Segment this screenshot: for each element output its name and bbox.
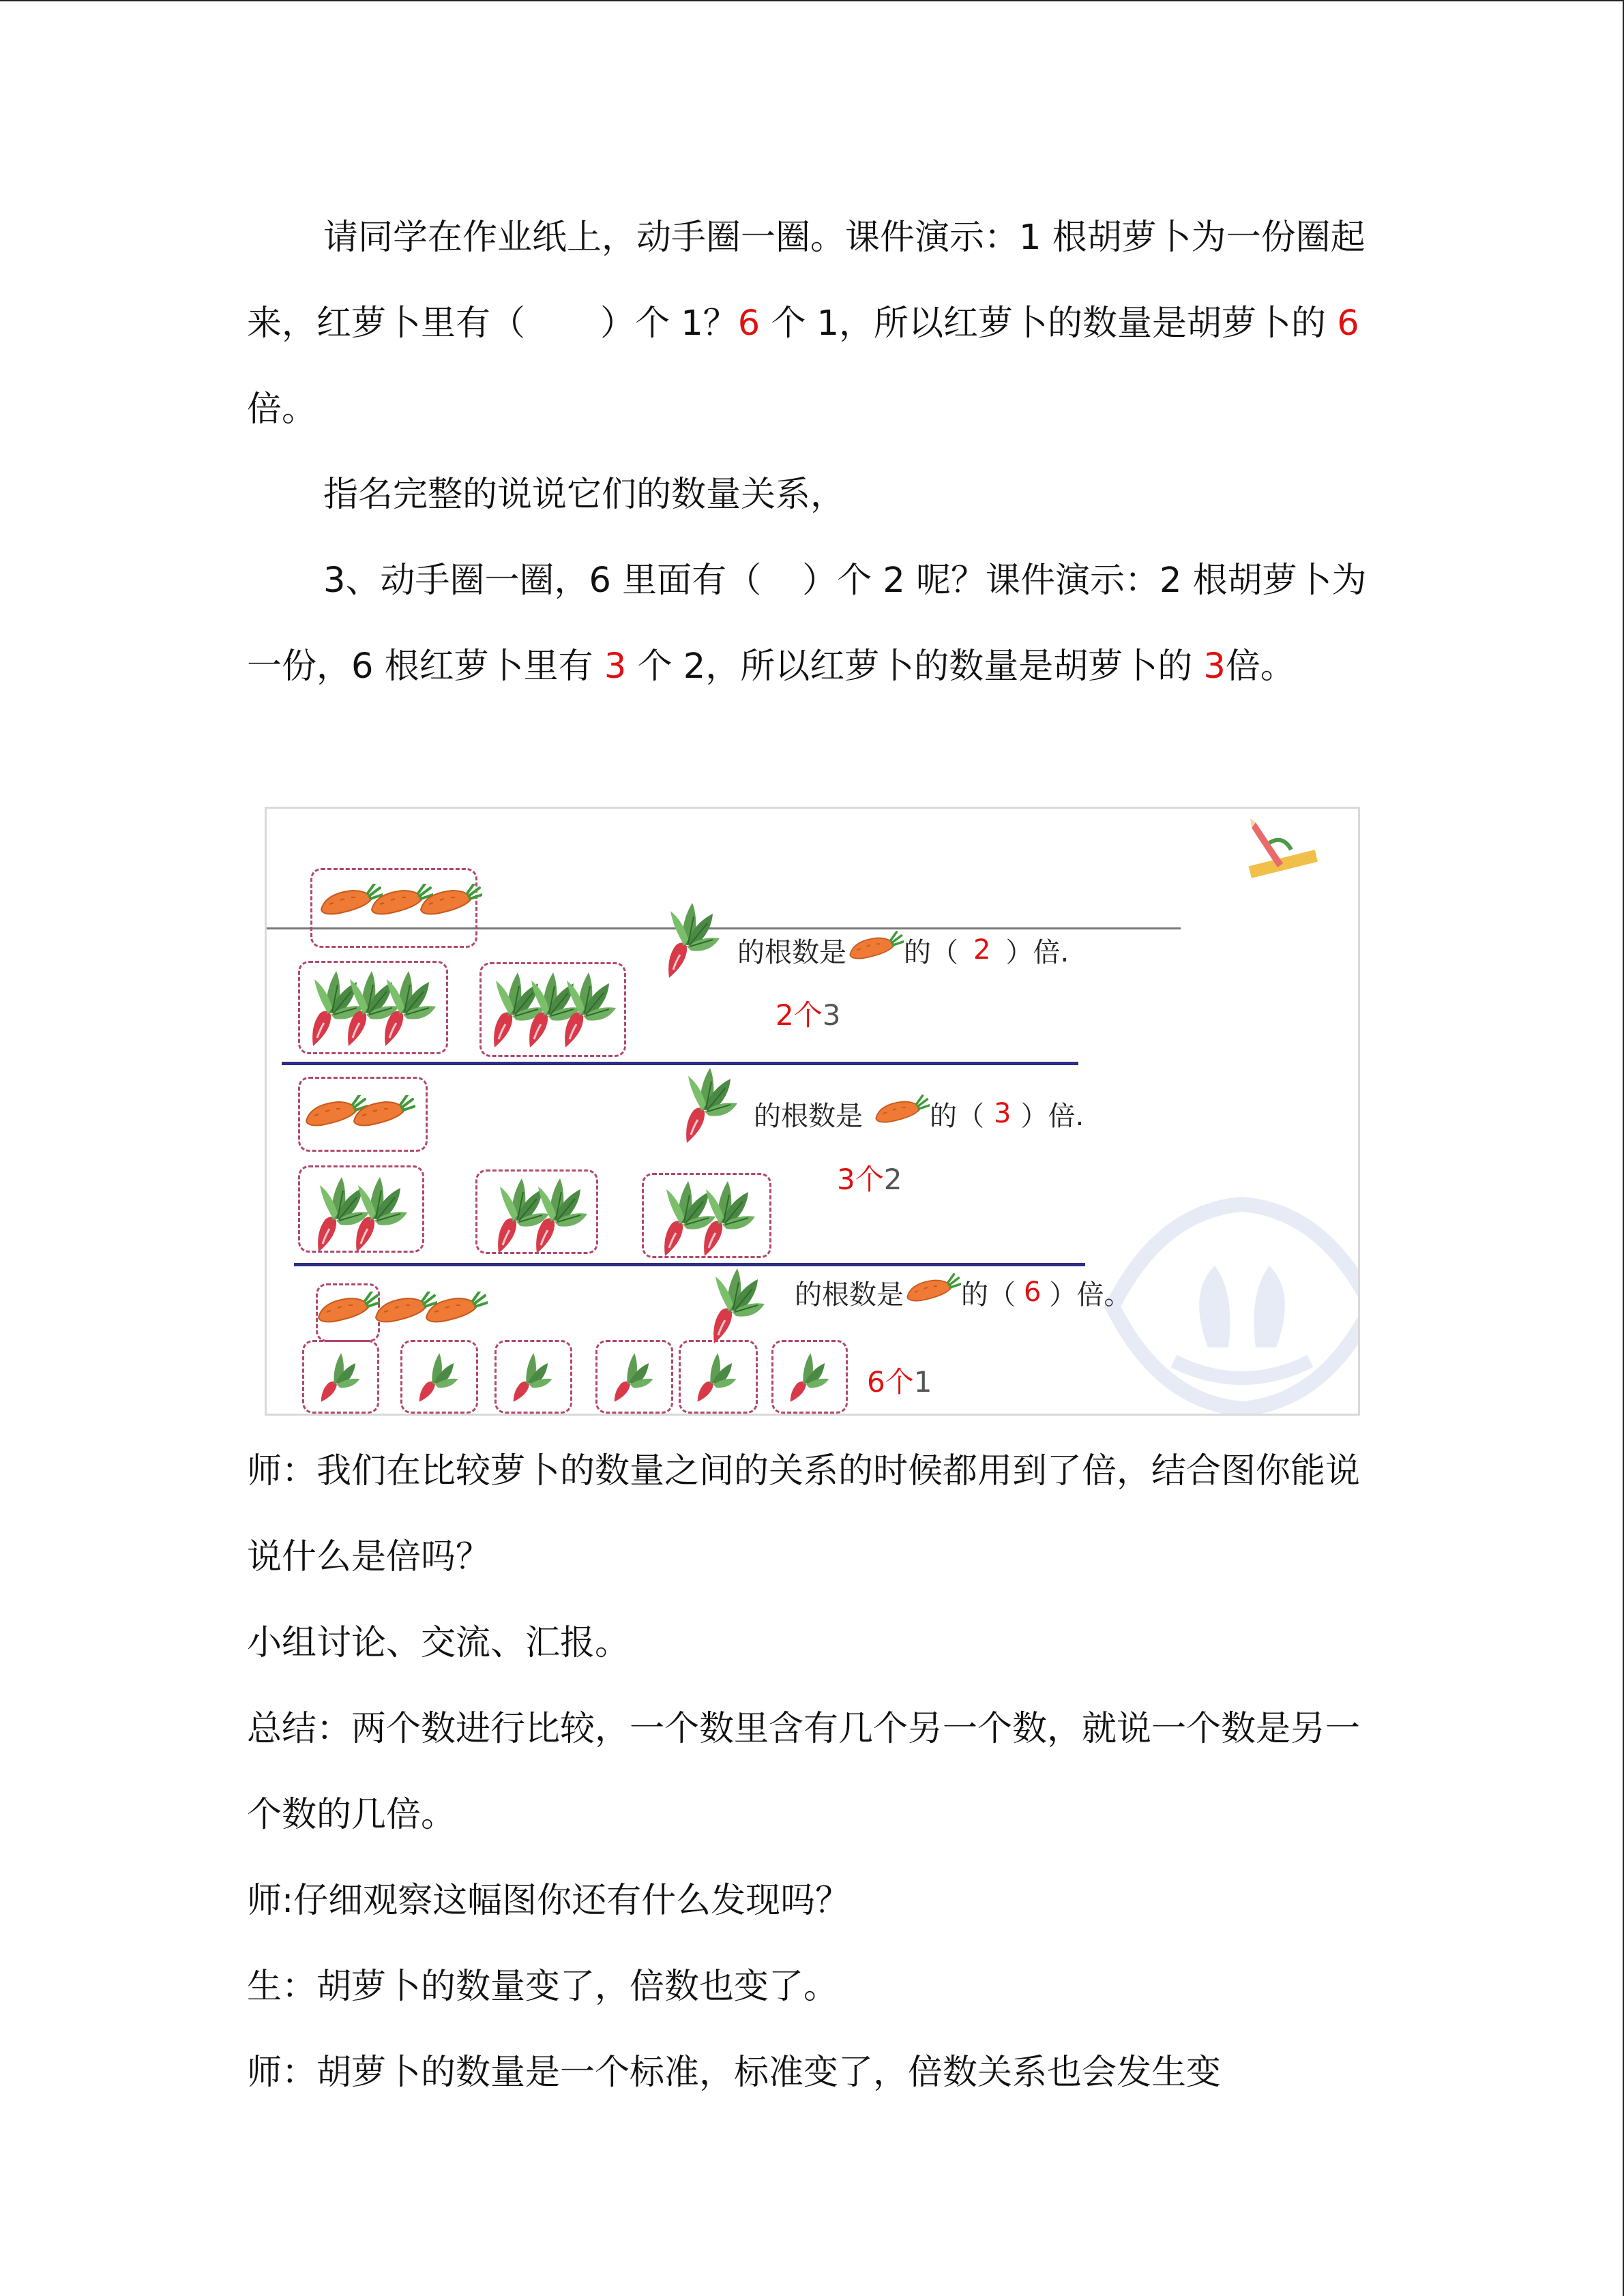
dialogue-2: 小组讨论、交流、汇报。 <box>247 1623 630 1663</box>
carrot-icon <box>846 931 904 969</box>
dialogue-6: 师：胡萝卜的数量是一个标准，标准变了，倍数关系也会发生变 <box>247 2053 1222 2093</box>
dialogue-3: 总结：两个数进行比较，一个数里含有几个另一个数，就说一个数是另一个数的几倍。 <box>247 1709 1361 1835</box>
radish-icon <box>505 1349 557 1406</box>
radish-icon <box>549 966 617 1052</box>
radish-comparison-figure <box>265 807 1360 1416</box>
dialogue-4: 师:仔细观察这幅图你还有什么发现吗？ <box>247 1881 851 1921</box>
radish-icon <box>782 1349 834 1406</box>
pencil-ruler-icon <box>1242 816 1324 884</box>
radish-icon <box>520 1172 589 1257</box>
carrot-icon <box>350 1095 415 1136</box>
divider-line-2 <box>294 1263 1085 1266</box>
carrot-icon <box>872 1094 930 1133</box>
carrot-icon <box>422 1292 488 1332</box>
watermark-logo <box>1099 1191 1360 1416</box>
radish-icon <box>690 1349 741 1406</box>
paragraph-2: 指名完整的说说它们的数量关系， <box>323 475 846 515</box>
carrot-icon <box>417 884 482 925</box>
sentence-row-2: 的根数是 的（ 3 ）倍. <box>754 1090 1084 1137</box>
carrot-icon <box>904 1273 961 1311</box>
sentence-row-1: 的根数是 的（ 2 ）倍. <box>737 926 1069 974</box>
radish-icon <box>340 1170 409 1256</box>
radish-icon <box>688 1174 756 1260</box>
dialogue-1: 师：我们在比较萝卜的数量之间的关系的时候都用到了倍，结合图你能说说什么是倍吗？ <box>247 1451 1361 1577</box>
radish-icon <box>653 896 721 982</box>
note-row-3: 6个1 <box>867 1365 932 1399</box>
sentence-row-3: 的根数是 的（ 6 ）倍。 <box>795 1268 1131 1316</box>
dialogue-5: 生：胡萝卜的数量变了，倍数也变了。 <box>247 1967 839 2007</box>
radish-icon <box>313 1349 365 1406</box>
paragraph-3: 3、动手圈一圈，6 里面有（ ）个 2 呢？课件演示：2 根胡萝卜为一份，6 根红萝卜里有 3 个 2，所以红萝卜的数量是胡萝卜的 3倍。 <box>247 561 1367 687</box>
radish-icon <box>411 1349 463 1406</box>
radish-icon <box>670 1061 739 1147</box>
note-row-1: 2个3 <box>776 998 841 1032</box>
radish-icon <box>369 964 437 1050</box>
carrot-icon <box>314 1292 380 1332</box>
paragraph-1: 请同学在作业纸上，动手圈一圈。课件演示：1 根胡萝卜为一份圈起来，红萝卜里有（ ）个 1？6 个 1，所以红萝卜的数量是胡萝卜的 6 倍。 <box>247 218 1365 430</box>
radish-icon <box>698 1262 766 1347</box>
radish-icon <box>606 1349 658 1406</box>
note-row-2: 3个2 <box>837 1163 902 1196</box>
